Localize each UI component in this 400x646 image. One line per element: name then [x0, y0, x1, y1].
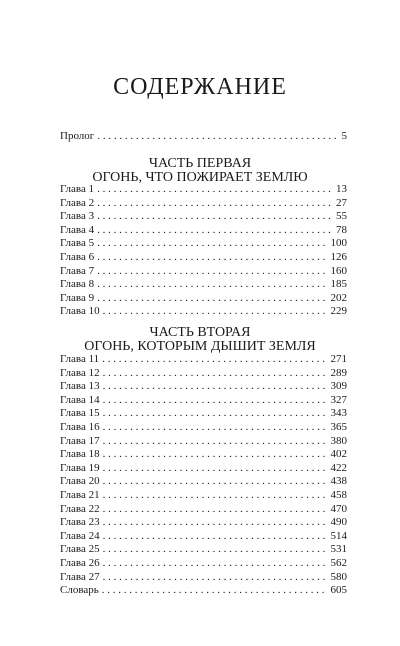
toc-label: Пролог [60, 130, 95, 142]
toc-row[interactable] [60, 292, 347, 306]
toc-row[interactable] [60, 197, 347, 211]
dot-leader [103, 407, 328, 421]
dot-leader [103, 530, 328, 544]
dot-leader [103, 543, 328, 557]
dot-leader [97, 197, 333, 211]
dot-leader [102, 584, 328, 598]
toc-row[interactable] [60, 210, 347, 224]
toc-page-number: 531 [330, 543, 347, 556]
toc-page-number: 327 [330, 393, 347, 406]
toc-page-number: 55 [336, 210, 347, 223]
toc-page-number: 271 [330, 353, 347, 365]
toc-label: Глава 4 [60, 223, 95, 236]
toc-label: Глава 14 [60, 393, 100, 406]
toc-page-number: 5 [341, 130, 347, 142]
toc-page-number: 422 [330, 461, 347, 474]
toc-row[interactable] [60, 237, 347, 251]
dot-leader [103, 516, 328, 530]
dot-leader [103, 448, 328, 462]
toc-label: Глава 3 [60, 210, 95, 223]
toc-label: Глава 15 [60, 407, 100, 420]
toc-page-number: 580 [330, 570, 347, 583]
dot-leader [103, 435, 328, 449]
toc-page-number: 229 [330, 305, 347, 318]
toc-row[interactable] [60, 367, 347, 381]
dot-leader [103, 305, 328, 319]
toc-label: Глава 2 [60, 196, 95, 209]
toc-row[interactable] [60, 353, 347, 367]
toc-row[interactable] [60, 278, 347, 292]
toc-row[interactable] [60, 448, 347, 462]
toc-page-number: 78 [336, 223, 347, 236]
toc-label: Глава 6 [60, 250, 95, 263]
toc-row[interactable] [60, 435, 347, 449]
dot-leader [97, 224, 333, 238]
toc-page-number: 470 [330, 502, 347, 515]
dot-leader [103, 489, 328, 503]
dot-leader [103, 380, 328, 394]
dot-leader [97, 292, 327, 306]
dot-leader [97, 237, 327, 251]
dot-leader [103, 571, 328, 585]
toc-label: Глава 27 [60, 570, 100, 583]
toc-page-number: 490 [330, 516, 347, 529]
dot-leader [97, 130, 338, 144]
toc-label: Глава 8 [60, 278, 95, 291]
toc-row[interactable] [60, 584, 347, 598]
toc-row[interactable] [60, 251, 347, 265]
dot-leader [103, 462, 328, 476]
toc-label: Глава 7 [60, 264, 95, 277]
toc-page-number: 562 [330, 556, 347, 569]
toc-row[interactable] [60, 475, 347, 489]
part1-subtitle: ОГОНЬ, ЧТО ПОЖИРАЕТ ЗЕМЛЮ [92, 170, 308, 185]
toc-row[interactable] [60, 530, 347, 544]
toc-row[interactable] [60, 543, 347, 557]
toc-label: Глава 5 [60, 237, 95, 250]
toc-row-prologue[interactable] [60, 130, 347, 144]
toc-row[interactable] [60, 305, 347, 319]
toc-page-number: 202 [330, 291, 347, 304]
prologue-section [60, 130, 347, 144]
toc-page-number: 160 [330, 264, 347, 277]
toc-label: Глава 23 [60, 516, 100, 529]
toc-page-number: 380 [330, 434, 347, 447]
toc-row[interactable] [60, 503, 347, 517]
toc-row[interactable] [60, 557, 347, 571]
toc-label: Глава 17 [60, 434, 100, 447]
toc-label: Глава 11 [60, 353, 100, 365]
toc-page-number: 402 [330, 448, 347, 461]
dot-leader [103, 421, 328, 435]
toc-label: Глава 24 [60, 529, 100, 542]
toc-page-number: 185 [330, 278, 347, 291]
toc-label: Глава 1 [60, 183, 95, 195]
dot-leader [102, 353, 327, 367]
toc-page-number: 365 [330, 420, 347, 433]
toc-row[interactable] [60, 265, 347, 279]
dot-leader [103, 475, 328, 489]
toc-label: Глава 9 [60, 291, 95, 304]
toc-label: Глава 19 [60, 461, 100, 474]
toc-row[interactable] [60, 462, 347, 476]
dot-leader [97, 183, 333, 197]
dot-leader [97, 210, 333, 224]
toc-row[interactable] [60, 571, 347, 585]
toc-label: Глава 21 [60, 488, 100, 501]
toc-label: Глава 26 [60, 556, 100, 569]
dot-leader [103, 394, 328, 408]
toc-page-number: 100 [330, 237, 347, 250]
toc-page-number: 289 [330, 366, 347, 379]
toc-label: Глава 12 [60, 366, 100, 379]
dot-leader [97, 278, 327, 292]
toc-label: Словарь [60, 584, 99, 597]
toc-row[interactable] [60, 183, 347, 197]
toc-page-number: 514 [330, 529, 347, 542]
toc-label: Глава 20 [60, 475, 100, 488]
toc-row[interactable] [60, 394, 347, 408]
toc-row[interactable] [60, 407, 347, 421]
toc-row[interactable] [60, 380, 347, 394]
part1-chapter-list [60, 183, 347, 319]
toc-row[interactable] [60, 489, 347, 503]
toc-label: Глава 22 [60, 502, 100, 515]
dot-leader [97, 251, 327, 265]
dot-leader [97, 265, 327, 279]
part1-heading: ЧАСТЬ ПЕРВАЯ [148, 156, 252, 171]
toc-page-number: 309 [330, 380, 347, 393]
toc-row[interactable] [60, 421, 347, 435]
dot-leader [103, 367, 328, 381]
part2-subtitle: ОГОНЬ, КОТОРЫМ ДЫШИТ ЗЕМЛЯ [84, 339, 316, 354]
part2-heading: ЧАСТЬ ВТОРАЯ [149, 325, 251, 340]
toc-label: Глава 18 [60, 448, 100, 461]
dot-leader [103, 557, 328, 571]
toc-row[interactable] [60, 224, 347, 238]
part2-chapter-list [60, 353, 347, 598]
toc-page-number: 126 [330, 250, 347, 263]
toc-page-number: 605 [330, 584, 347, 597]
toc-row[interactable] [60, 516, 347, 530]
page-title: СОДЕРЖАНИЕ [113, 74, 287, 100]
toc-label: Глава 16 [60, 420, 100, 433]
toc-page-number: 458 [330, 488, 347, 501]
toc-page-number: 343 [330, 407, 347, 420]
toc-page-number: 13 [336, 183, 347, 195]
toc-label: Глава 13 [60, 380, 100, 393]
toc-label: Глава 25 [60, 543, 100, 556]
dot-leader [103, 503, 328, 517]
toc-page-number: 27 [336, 196, 347, 209]
toc-label: Глава 10 [60, 305, 100, 318]
toc-page-number: 438 [330, 475, 347, 488]
